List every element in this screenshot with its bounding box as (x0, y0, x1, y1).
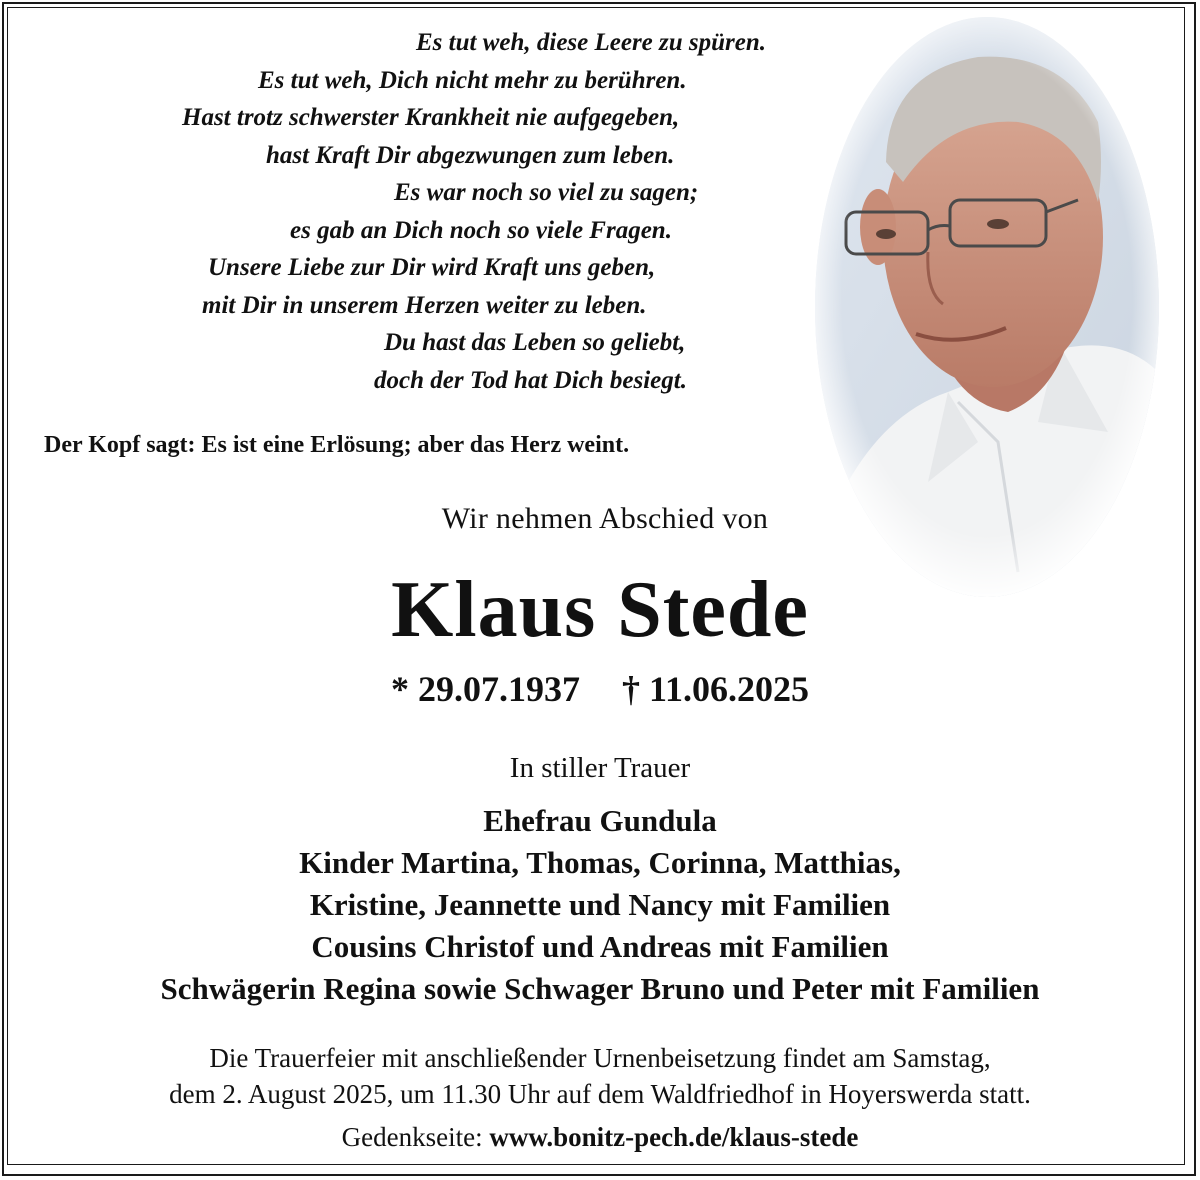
mourner-line: Ehefrau Gundula (483, 803, 717, 838)
memorial-link[interactable]: www.bonitz-pech.de/klaus-stede (489, 1122, 859, 1152)
poem (20, 24, 820, 399)
mourner-line: Kristine, Jeannette und Nancy mit Familien (309, 887, 891, 922)
poem-line: Es tut weh, Dich nicht mehr zu berühren. (258, 66, 687, 94)
poem-line: Es tut weh, diese Leere zu spüren. (416, 29, 767, 56)
birth-date: * 29.07.1937 (390, 669, 580, 709)
ceremony-line: dem 2. August 2025, um 11.30 Uhr auf dem Waldfriedhof in Hoyerswerda statt. (169, 1079, 1031, 1109)
ceremony-info (0, 1040, 1200, 1112)
poem-line: Du hast das Leben so geliebt, (384, 329, 686, 356)
poem-line: Hast trotz schwerster Krankheit nie aufgegeben, (182, 104, 680, 131)
mourner-line: Cousins Christof und Andreas mit Familien (311, 929, 889, 964)
poem-line: Unsere Liebe zur Dir wird Kraft uns geben, (208, 254, 656, 281)
deceased-name: Klaus Stede (391, 566, 809, 654)
mourners-list (0, 800, 1200, 1010)
life-dates (0, 668, 1200, 710)
poem-line: mit Dir in unserem Herzen weiter zu leben. (202, 291, 647, 319)
ceremony-line: Die Trauerfeier mit anschließender Urnenbeisetzung findet am Samstag, (209, 1043, 991, 1073)
poem-line: es gab an Dich noch so viele Fragen. (290, 216, 672, 244)
mourning-intro: In stiller Trauer (509, 752, 691, 784)
poem-closing: Der Kopf sagt: Es ist eine Erlösung; aber das Herz weint. (44, 432, 630, 458)
memorial-page (0, 1122, 1200, 1153)
poem-line: Es war noch so viel zu sagen; (394, 179, 699, 206)
poem-line: hast Kraft Dir abgezwungen zum leben. (266, 141, 675, 169)
farewell-intro: Wir nehmen Abschied von (441, 502, 769, 535)
death-date: † 11.06.2025 (621, 669, 809, 709)
mourner-line: Schwägerin Regina sowie Schwager Bruno und Peter mit Familien (160, 971, 1040, 1006)
poem-line: doch der Tod hat Dich besiegt. (374, 366, 687, 394)
memorial-label: Gedenkseite: (341, 1122, 483, 1152)
mourner-line: Kinder Martina, Thomas, Corinna, Matthias, (299, 845, 901, 880)
